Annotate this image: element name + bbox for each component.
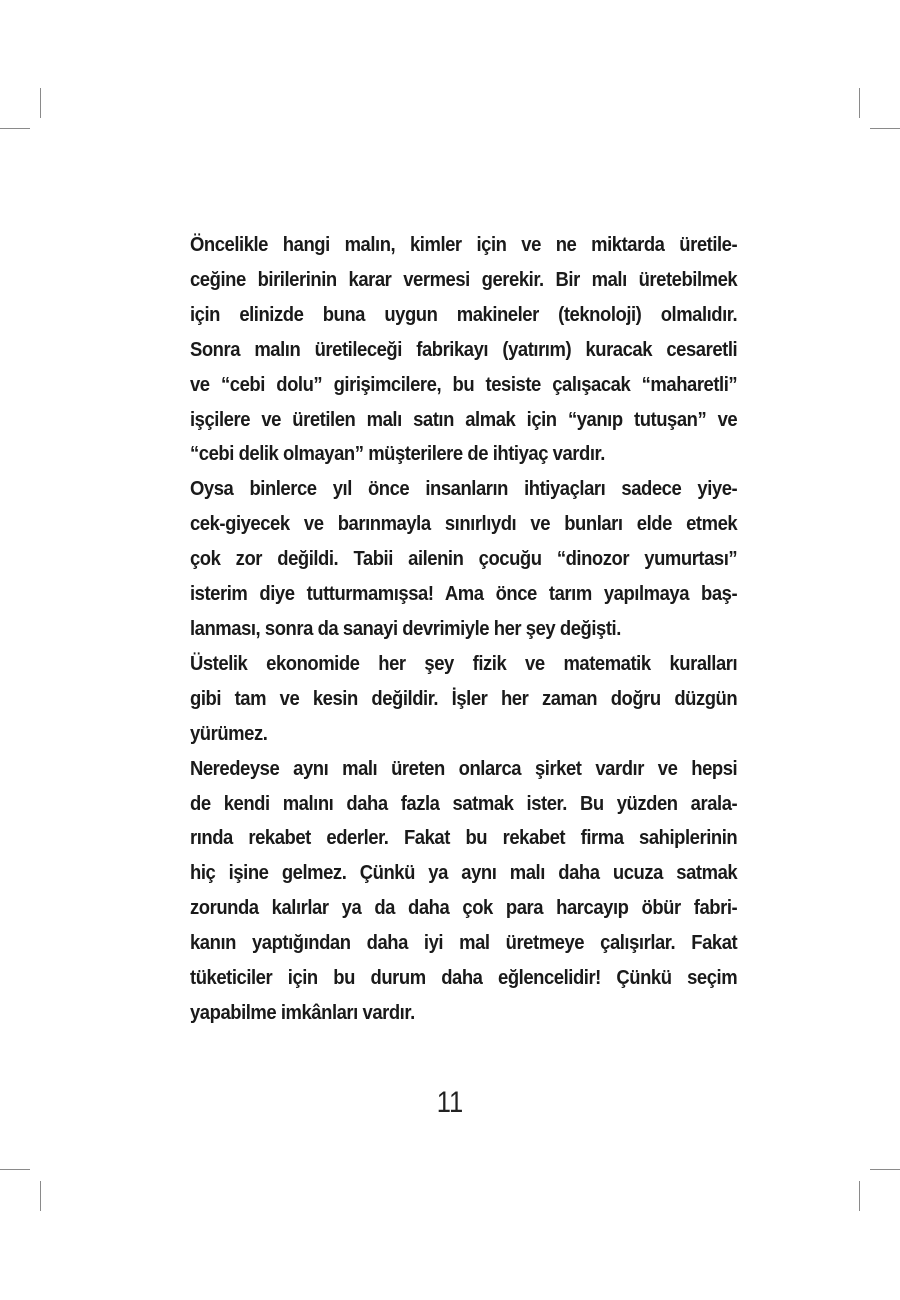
text-line: Üstelik ekonomide her şey fizik ve matematik kuralları	[190, 651, 738, 675]
text-line: tüketiciler için bu durum daha eğlencelidir! Çünkü seçim	[190, 966, 738, 990]
text-line: yürümez.	[190, 721, 268, 745]
text-line: çok zor değildi. Tabii ailenin çocuğu “dinozor yumurtası”	[190, 547, 738, 571]
text-line: “cebi delik olmayan” müşterilere de ihtiyaç vardır.	[190, 442, 605, 466]
paragraph-1	[163, 228, 738, 472]
text-line: isterim diye tutturmamışsa! Ama önce tarım yapılmaya baş-	[190, 582, 738, 606]
text-line: Neredeyse aynı malı üreten onlarca şirket vardır ve hepsi	[190, 756, 738, 780]
text-line: kanın yaptığından daha iyi mal üretmeye çalışırlar. Fakat	[190, 931, 738, 955]
text-line: de kendi malını daha fazla satmak ister. Bu yüzden arala-	[190, 791, 738, 815]
crop-mark-top-right-horizontal	[870, 128, 900, 129]
text-line: Oysa binlerce yıl önce insanların ihtiyaçları sadece yiye-	[190, 477, 738, 501]
paragraph-3	[163, 647, 738, 752]
text-line: yapabilme imkânları vardır.	[190, 1000, 415, 1024]
crop-mark-bottom-right-vertical	[859, 1181, 860, 1211]
crop-mark-bottom-left-vertical	[40, 1181, 41, 1211]
body-text	[163, 228, 738, 1031]
text-line: Öncelikle hangi malın, kimler için ve ne miktarda üretile-	[190, 233, 738, 256]
text-line: hiç işine gelmez. Çünkü ya aynı malı daha ucuza satmak	[190, 861, 738, 885]
page-number: 11	[436, 1086, 464, 1119]
text-line: rında rekabet ederler. Fakat bu rekabet firma sahiplerinin	[190, 826, 738, 850]
text-line: ve “cebi dolu” girişimcilere, bu tesiste çalışacak “maharetli”	[190, 372, 738, 396]
crop-mark-top-left-vertical	[40, 88, 41, 118]
crop-mark-bottom-right-horizontal	[870, 1169, 900, 1170]
text-line: ceğine birilerinin karar vermesi gerekir. Bir malı üretebilmek	[190, 267, 738, 291]
text-line: cek-giyecek ve barınmayla sınırlıydı ve bunları elde etmek	[190, 512, 738, 536]
paragraph-2	[163, 472, 738, 647]
crop-mark-top-right-vertical	[859, 88, 860, 118]
text-line: zorunda kalırlar ya da daha çok para harcayıp öbür fabri-	[190, 896, 738, 920]
text-line: için elinizde buna uygun makineler (teknoloji) olmalıdır.	[190, 302, 738, 326]
text-line: gibi tam ve kesin değildir. İşler her zaman doğru düzgün	[190, 686, 738, 710]
text-line: işçilere ve üretilen malı satın almak için “yanıp tutuşan” ve	[190, 407, 738, 431]
crop-mark-bottom-left-horizontal	[0, 1169, 30, 1170]
text-line: lanması, sonra da sanayi devrimiyle her şey değişti.	[190, 616, 621, 640]
crop-mark-top-left-horizontal	[0, 128, 30, 129]
text-line: Sonra malın üretileceği fabrikayı (yatırım) kuracak cesaretli	[190, 337, 738, 361]
paragraph-4	[163, 752, 738, 1031]
